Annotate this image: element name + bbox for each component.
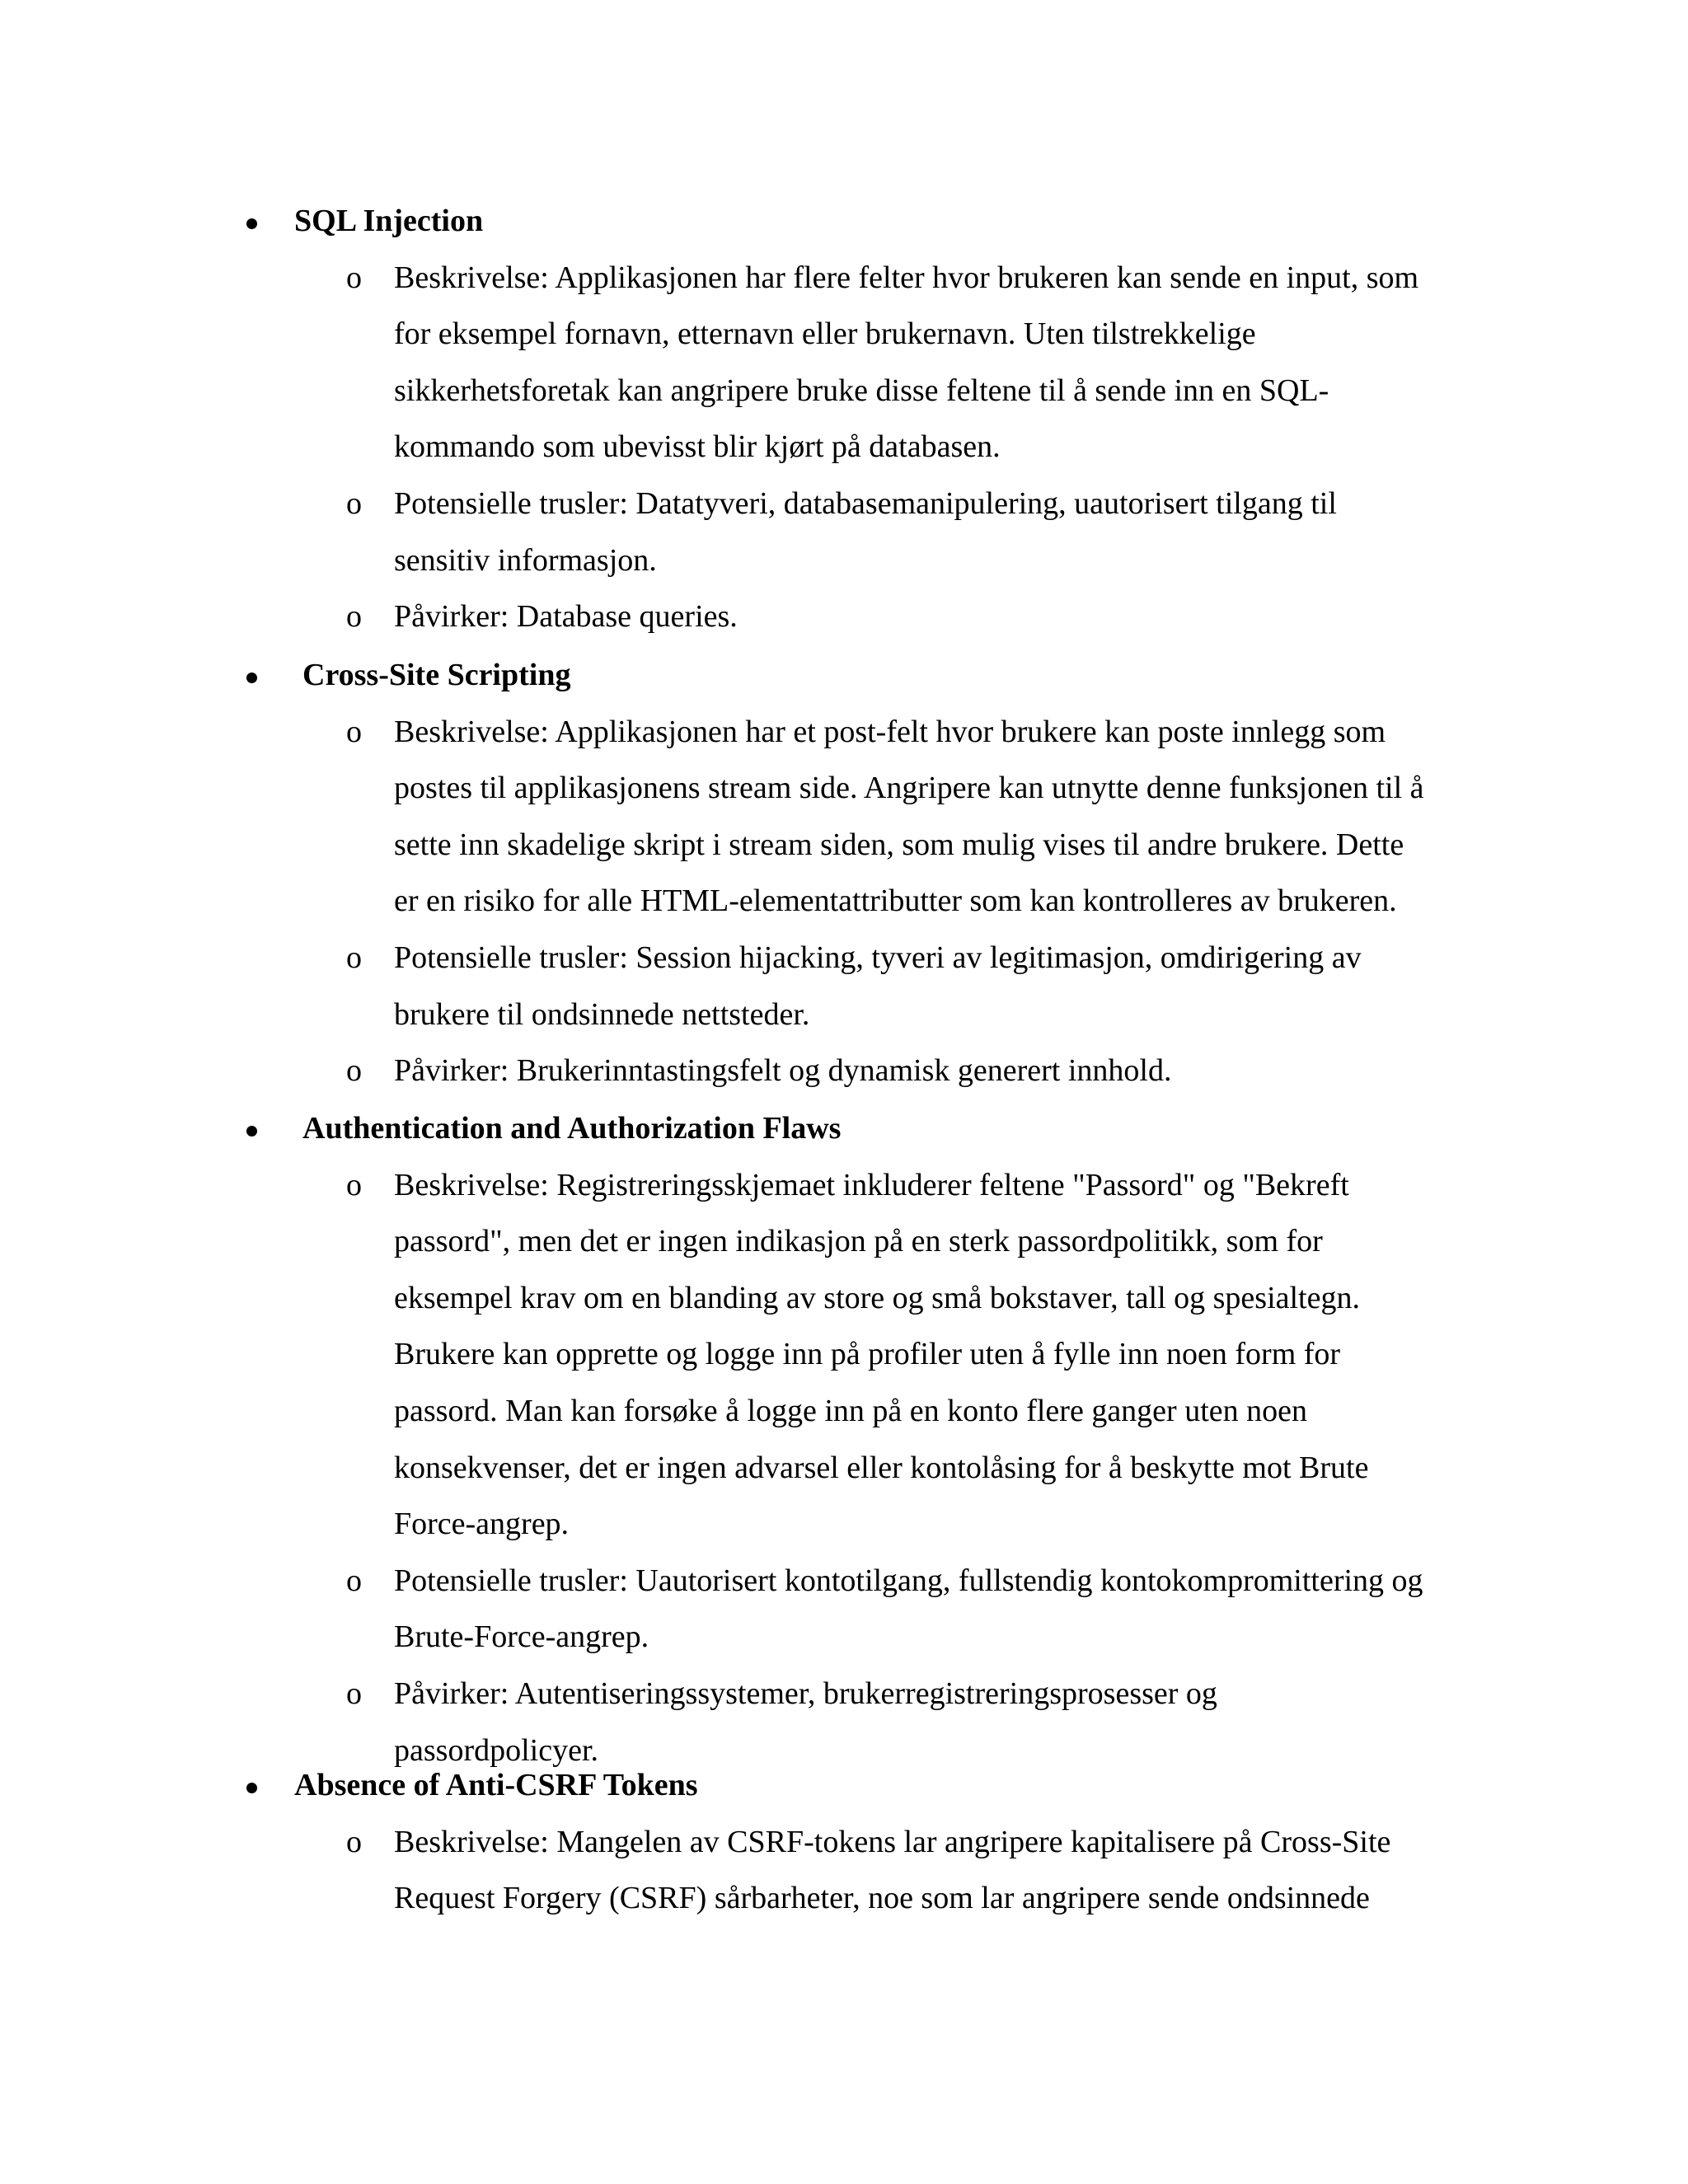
body-text-line: Beskrivelse: Registreringsskjemaet inkluderer feltene "Passord" og "Bekreft [394,1167,1349,1202]
body-text-line: Påvirker: Brukerinntastingsfelt og dynamisk generert innhold. [394,1053,1172,1089]
body-text-line: Potensielle trusler: Datatyveri, databasemanipulering, uautorisert tilgang til [394,486,1337,521]
body-text-line: passordpolicyer. [394,1732,599,1768]
body-text-line: Påvirker: Autentiseringssystemer, brukerregistreringsprosesser og [394,1676,1217,1711]
section-title: Authentication and Authorization Flaws [302,1111,842,1146]
body-text-line: Beskrivelse: Applikasjonen har et post-felt hvor brukere kan poste innlegg som [394,714,1386,749]
bullet-icon [246,673,257,683]
body-text-line: Brute-Force-angrep. [394,1619,649,1655]
bullet-icon [246,1126,257,1137]
body-text-line: Potensielle trusler: Session hijacking, tyveri av legitimasjon, omdirigering av [394,940,1362,975]
body-text-line: passord", men det er ingen indikasjon på en sterk passordpolitikk, som for [394,1224,1323,1259]
sub-bullet-icon: o [346,940,362,975]
body-text-line: konsekvenser, det er ingen advarsel eller kontolåsing for å beskytte mot Brute [394,1450,1369,1485]
body-text-line: eksempel krav om en blanding av store og små bokstaver, tall og spesialtegn. [394,1280,1360,1315]
sub-bullet-icon: o [346,260,362,295]
section-title: SQL Injection [294,204,484,238]
body-text-line: sikkerhetsforetak kan angripere bruke disse feltene til å sende inn en SQL- [394,373,1329,408]
body-text-line: sette inn skadelige skript i stream siden, som mulig vises til andre brukere. Dette [394,827,1404,862]
sub-bullet-icon: o [346,1563,362,1598]
body-text-line: Potensielle trusler: Uautorisert kontotilgang, fullstendig kontokompromittering og [394,1563,1423,1598]
body-text-line: Beskrivelse: Applikasjonen har flere felter hvor brukeren kan sende en input, som [394,260,1419,295]
bullet-icon [246,1783,257,1793]
body-text-line: Request Forgery (CSRF) sårbarheter, noe som lar angripere sende ondsinnede [394,1881,1370,1916]
body-text-line: kommando som ubevisst blir kjørt på databasen. [394,429,1001,465]
body-text-line: Brukere kan opprette og logge inn på profiler uten å fylle inn noen form for [394,1337,1341,1372]
body-text-line: for eksempel fornavn, etternavn eller brukernavn. Uten tilstrekkelige [394,316,1256,352]
sub-bullet-icon: o [346,1167,362,1202]
sub-bullet-icon: o [346,1676,362,1711]
sub-bullet-icon: o [346,1053,362,1089]
body-text-line: passord. Man kan forsøke å logge inn på en konto flere ganger uten noen [394,1394,1307,1428]
body-text-line: er en risiko for alle HTML-elementattributter som kan kontrolleres av brukeren. [394,883,1397,919]
body-text-line: Påvirker: Database queries. [394,599,738,635]
body-text-line: Beskrivelse: Mangelen av CSRF-tokens lar angripere kapitalisere på Cross-Site [394,1824,1391,1859]
sub-bullet-icon: o [346,1824,362,1859]
bullet-icon [246,218,257,229]
section-title: Cross-Site Scripting [302,658,571,692]
body-text-line: postes til applikasjonens stream side. Angripere kan utnytte denne funksjonen til å [394,771,1424,806]
sub-bullet-icon: o [346,486,362,521]
body-text-line: Force-angrep. [394,1507,570,1542]
sub-bullet-icon: o [346,714,362,749]
sub-bullet-icon: o [346,599,362,635]
section-title: Absence of Anti-CSRF Tokens [294,1768,698,1802]
body-text-line: brukere til ondsinnede nettsteder. [394,996,810,1032]
body-text-line: sensitiv informasjon. [394,542,657,578]
